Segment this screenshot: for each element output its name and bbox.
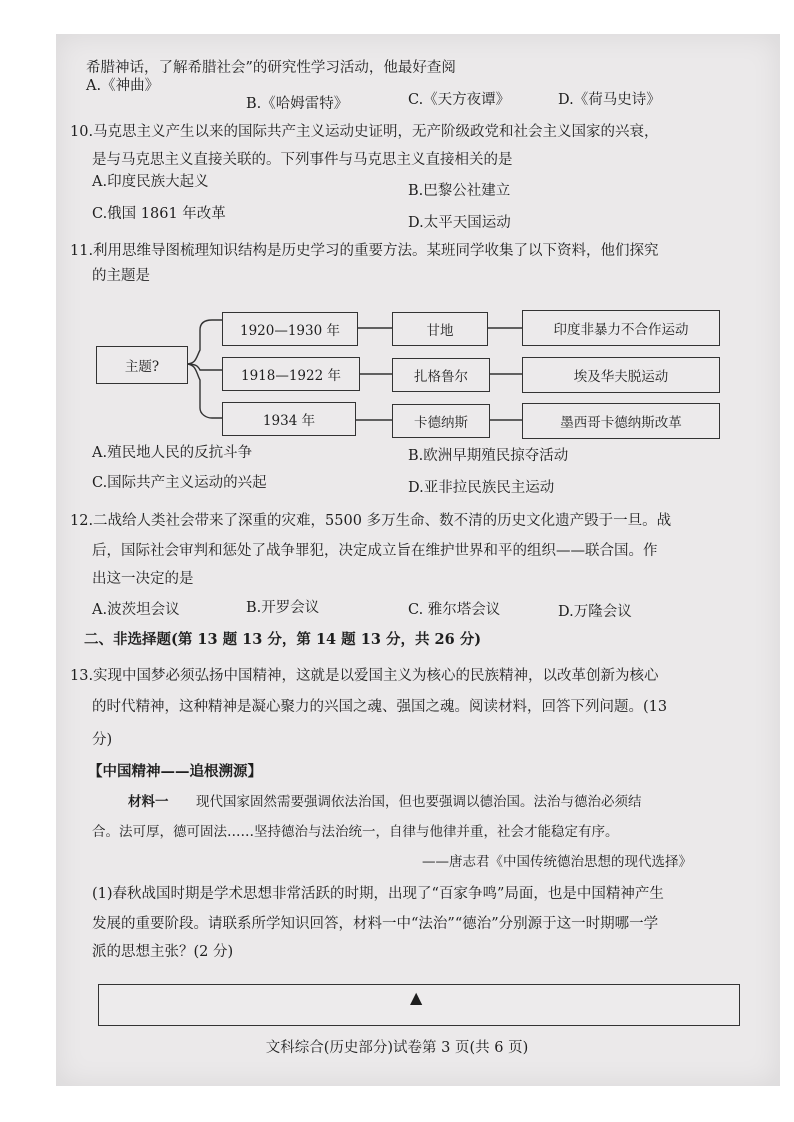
mind-map-event-2: 埃及华夫脱运动 — [522, 357, 720, 393]
q12-stem-line1: 12.二战给人类社会带来了深重的灾难，5500 多万生命、数不清的历史文化遗产毁于一旦。战 — [70, 513, 672, 529]
q12-option-d: D.万隆会议 — [558, 604, 632, 620]
q13-sub1-line1: (1)春秋战国时期是学术思想非常活跃的时期，出现了“百家争鸣”局面，也是中国精神产生 — [92, 886, 664, 902]
q11-option-a: A.殖民地人民的反抗斗争 — [92, 445, 253, 461]
material-line2: 合。法可厚，德可固法……坚持德治与法治统一，自律与他律并重，社会才能稳定有序。 — [92, 824, 619, 840]
q12-stem-line2: 后，国际社会审判和惩处了战争罪犯，决定成立旨在维护世界和平的组织——联合国。作 — [92, 543, 658, 559]
q12-stem-line3: 出这一决定的是 — [92, 571, 194, 587]
material-label: 材料一 — [128, 794, 169, 810]
material-source: ——唐志君《中国传统德治思想的现代选择》 — [422, 854, 692, 870]
q11-option-d: D.亚非拉民族民主运动 — [408, 480, 555, 496]
q13-stem-line1: 13.实现中国梦必须弘扬中国精神，这就是以爱国主义为核心的民族精神，以改革创新为核心 — [70, 668, 659, 684]
q11-stem-line2: 的主题是 — [92, 268, 150, 284]
q13-stem-line3: 分) — [92, 732, 113, 748]
q10-option-d: D.太平天国运动 — [408, 215, 511, 231]
mind-map-event-3: 墨西哥卡德纳斯改革 — [522, 403, 720, 439]
q9-option-a: A.《神曲》 — [86, 78, 160, 94]
q9-option-c: C.《天方夜谭》 — [408, 92, 511, 108]
mind-map-topic: 主题? — [96, 346, 188, 384]
mind-map-person-3: 卡德纳斯 — [392, 404, 490, 438]
q9-option-b: B.《哈姆雷特》 — [246, 96, 349, 112]
mind-map-period-3: 1934 年 — [222, 402, 356, 436]
q9-option-d: D.《荷马史诗》 — [558, 92, 661, 108]
q10-option-b: B.巴黎公社建立 — [408, 183, 511, 199]
q10-stem-line1: 10.马克思主义产生以来的国际共产主义运动史证明，无产阶级政党和社会主义国家的兴衰， — [70, 124, 659, 140]
section-2-heading: 二、非选择题(第 13 题 13 分，第 14 题 13 分，共 26 分) — [84, 631, 482, 648]
page-footer: 文科综合(历史部分)试卷第 3 页(共 6 页) — [265, 1040, 529, 1056]
q13-sub1-line3: 派的思想主张？(2 分) — [92, 944, 234, 960]
q10-stem-line2: 是与马克思主义直接关联的。下列事件与马克思主义直接相关的是 — [92, 152, 513, 168]
q13-subheading: 【中国精神——追根溯源】 — [88, 763, 262, 780]
q11-stem-line1: 11.利用思维导图梳理知识结构是历史学习的重要方法。某班同学收集了以下资料，他们探究 — [70, 243, 659, 259]
answer-triangle-icon: ▲ — [410, 988, 423, 1007]
mind-map-person-1: 甘地 — [392, 312, 488, 346]
q11-option-c: C.国际共产主义运动的兴起 — [92, 475, 267, 491]
mind-map-person-2: 扎格鲁尔 — [392, 358, 490, 392]
mind-map-period-1: 1920—1930 年 — [222, 312, 358, 346]
q13-stem-line2: 的时代精神，这种精神是凝心聚力的兴国之魂、强国之魂。阅读材料，回答下列问题。(13 — [92, 699, 668, 715]
q11-option-b: B.欧洲早期殖民掠夺活动 — [408, 448, 569, 464]
q10-option-c: C.俄国 1861 年改革 — [92, 206, 226, 222]
mind-map-event-1: 印度非暴力不合作运动 — [522, 310, 720, 346]
q13-sub1-line2: 发展的重要阶段。请联系所学知识回答，材料一中“法治”“德治”分别源于这一时期哪一学 — [92, 916, 659, 932]
q9-stem-tail: 希腊神话，了解希腊社会”的研究性学习活动，他最好查阅 — [86, 60, 456, 76]
q12-option-b: B.开罗会议 — [246, 600, 320, 616]
q10-option-a: A.印度民族大起义 — [92, 174, 209, 190]
material-line1: 现代国家固然需要强调依法治国，但也要强调以德治国。法治与德治必须结 — [196, 794, 642, 810]
q12-option-a: A.波茨坦会议 — [92, 602, 180, 618]
q12-option-c: C. 雅尔塔会议 — [408, 602, 501, 618]
mind-map-period-2: 1918—1922 年 — [222, 357, 360, 391]
